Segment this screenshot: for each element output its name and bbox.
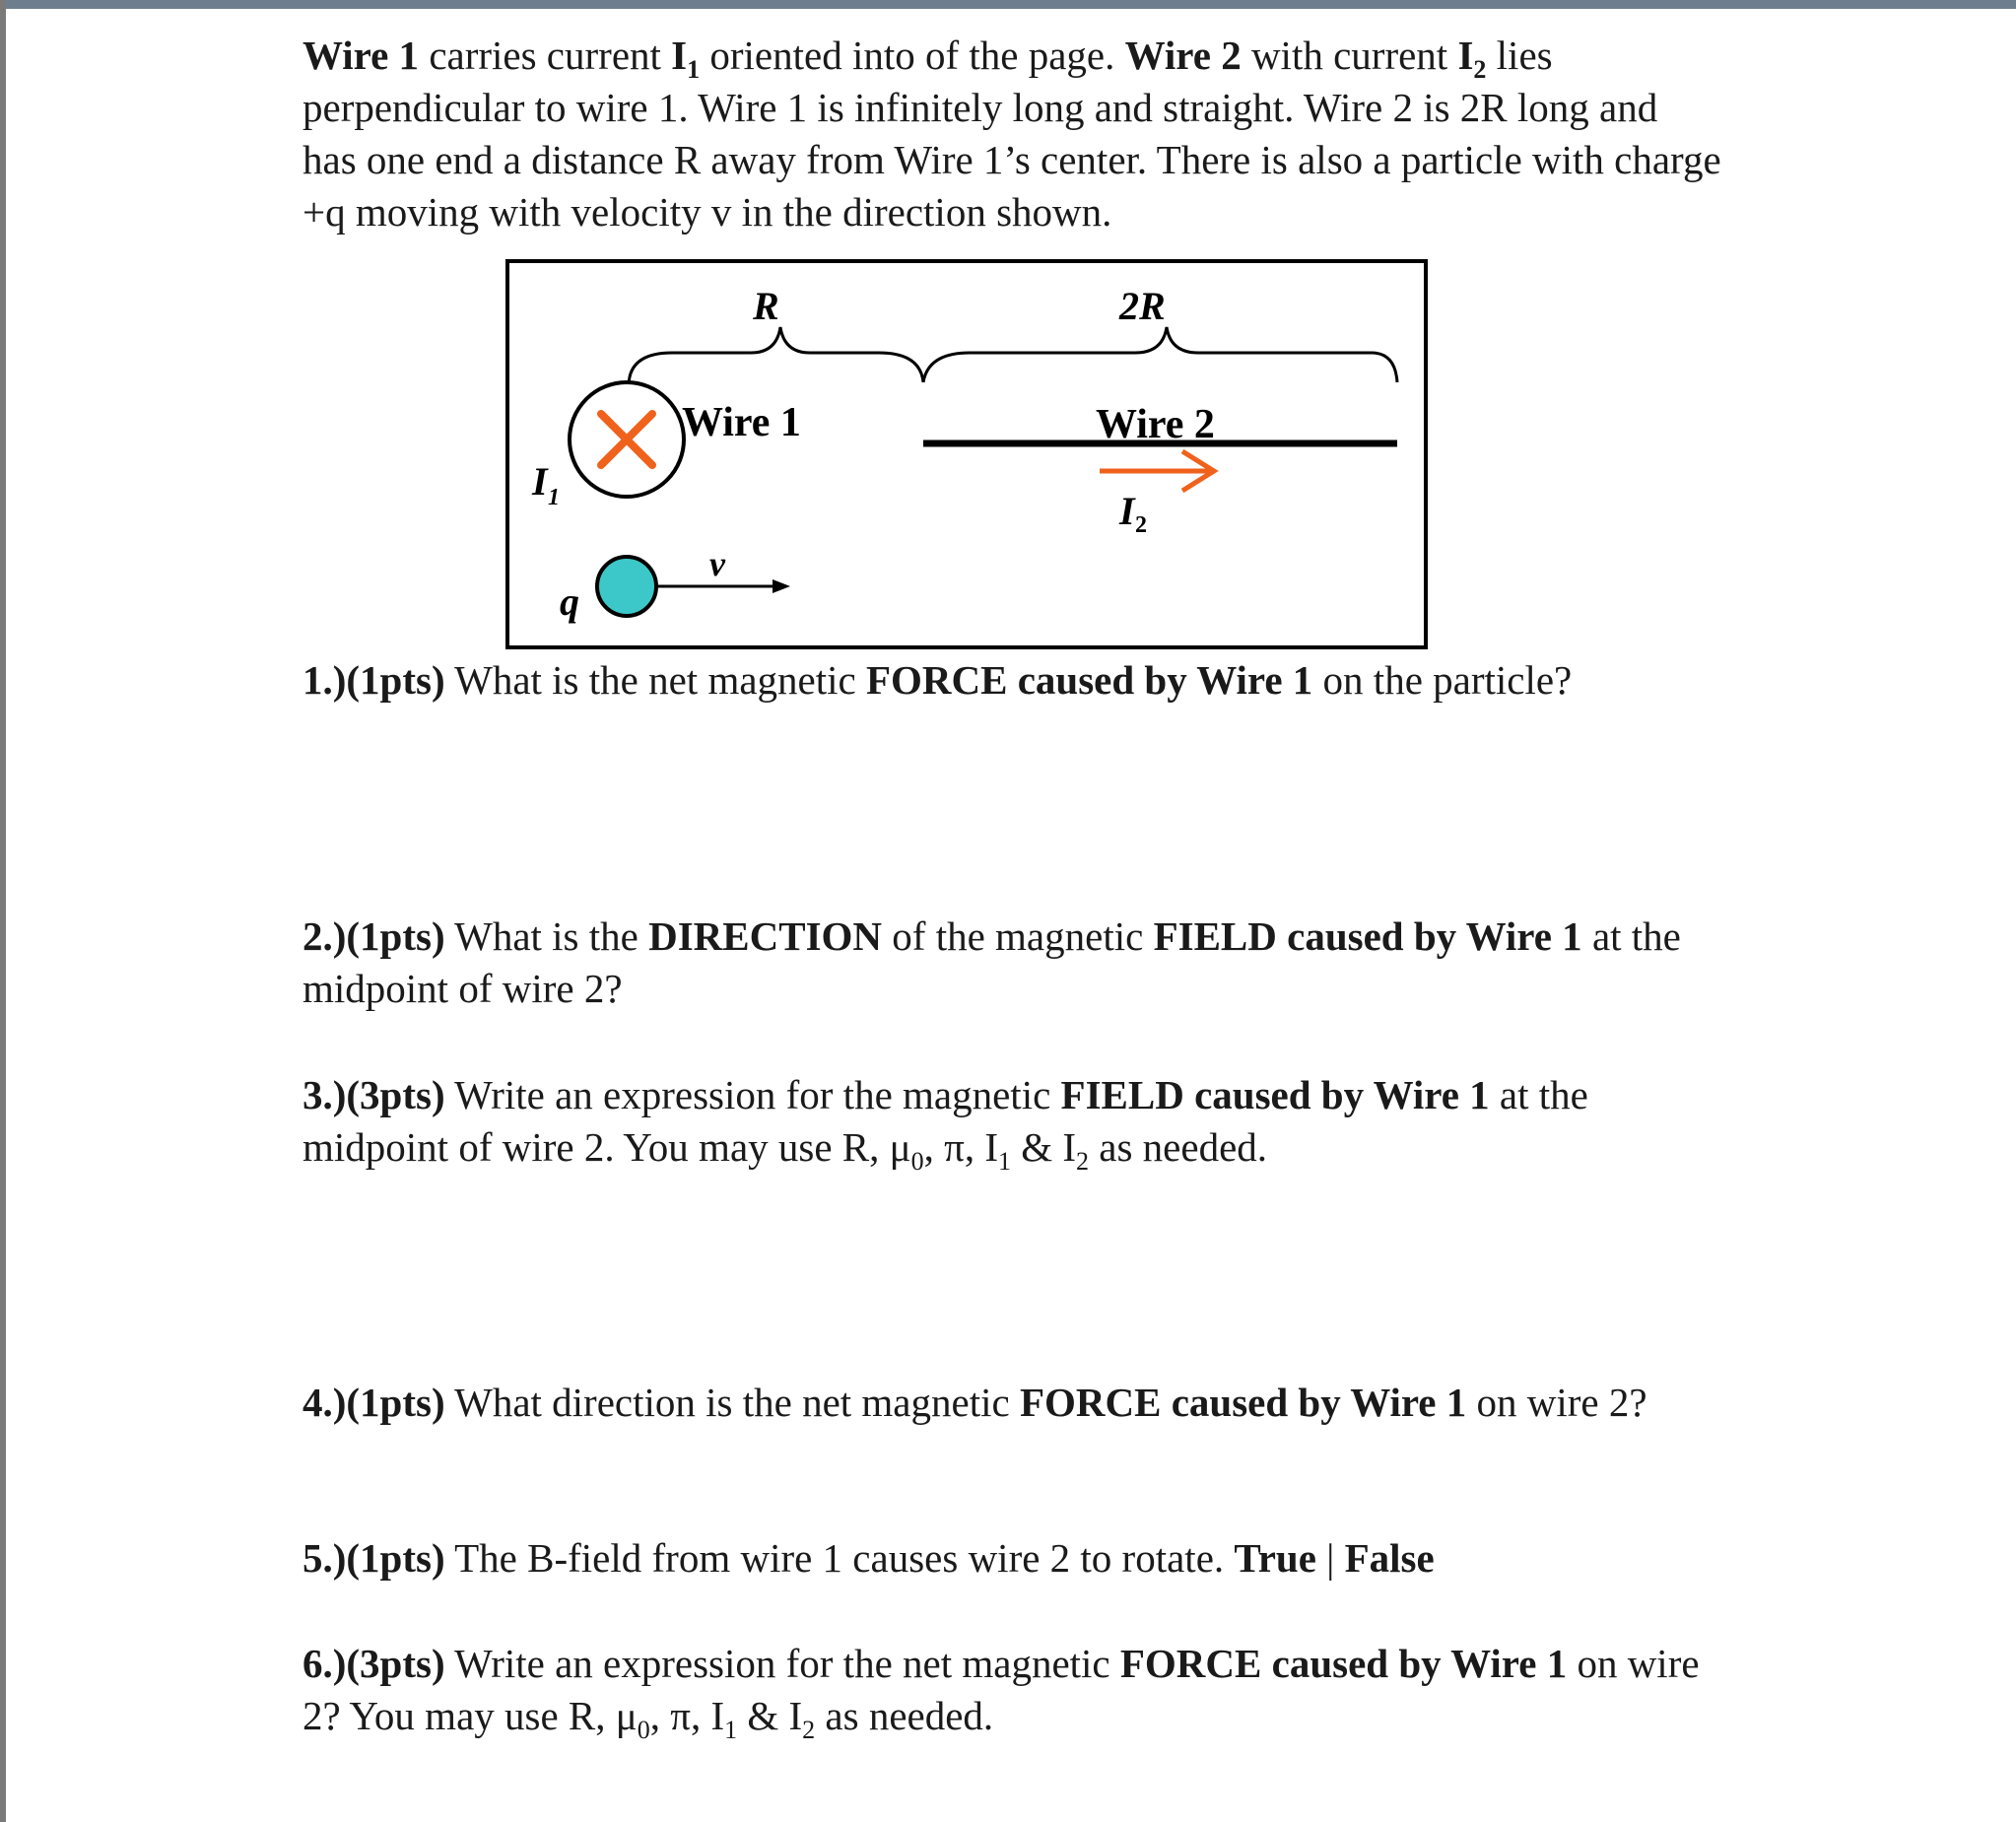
label-2r: 2R xyxy=(1119,284,1166,328)
wire1-term: Wire 1 xyxy=(302,33,420,78)
intro-section xyxy=(302,30,1721,238)
charged-particle xyxy=(597,557,656,616)
intro-paragraph: Wire 1 carries current $I_1$ oriented into of the page. Wire 2 with current $I_2$ lies perpendicular to wire 1. Wire 1 is infinitely long and straight. Wire 2 is 2R long and has one end a distance R away from Wire 1’s center. There is also a particle with charge +q moving with velocity v in the direction shown. xyxy=(302,33,1721,235)
false-option: False xyxy=(1344,1535,1435,1581)
question-4: 4.)(1pts) What direction is the net magnetic FORCE caused by Wire 1 on wire 2? xyxy=(302,1380,1647,1425)
v-label: v xyxy=(709,544,725,583)
question-5: 5.)(1pts) The B-field from wire 1 causes wire 2 to rotate. True | False xyxy=(302,1535,1435,1581)
question-6: 6.)(3pts) Write an expression for the net magnetic FORCE caused by Wire 1 on wire 2? You may use R, $\mu_0$, π, $I_1$ & $I_2$ as needed. xyxy=(302,1641,1700,1744)
physics-diagram xyxy=(504,258,1429,650)
question-1: 1.)(1pts) What is the net magnetic FORCE caused by Wire 1 on the particle? xyxy=(302,657,1573,703)
brace-2r xyxy=(923,327,1397,382)
window-top-border xyxy=(0,0,2016,9)
wire2-label: Wire 2 xyxy=(1096,402,1215,447)
i1-label-letter: I xyxy=(532,459,548,504)
question-3: 3.)(3pts) Write an expression for the magnetic FIELD caused by Wire 1 at the midpoint of wire 2. You may use R, $\mu_0$, π, $I_1$ & $I_2$ as needed. xyxy=(302,1072,1588,1176)
true-option: True xyxy=(1234,1535,1316,1581)
brace-r xyxy=(629,327,923,386)
q-label: q xyxy=(560,579,579,624)
wire1-label: Wire 1 xyxy=(682,400,801,445)
current-arrow-icon xyxy=(1100,451,1214,491)
question-2: 2.)(1pts) What is the DIRECTION of the magnetic FIELD caused by Wire 1 at the midpoint of wire 2? xyxy=(302,913,1681,1011)
i2-label-sub: 2 xyxy=(1135,512,1147,538)
window-left-border xyxy=(0,0,6,1822)
i1-label-sub: 1 xyxy=(548,485,560,510)
wire2-term: Wire 2 xyxy=(1124,33,1242,78)
label-r: R xyxy=(753,284,779,328)
i2-label-letter: I xyxy=(1119,489,1135,533)
